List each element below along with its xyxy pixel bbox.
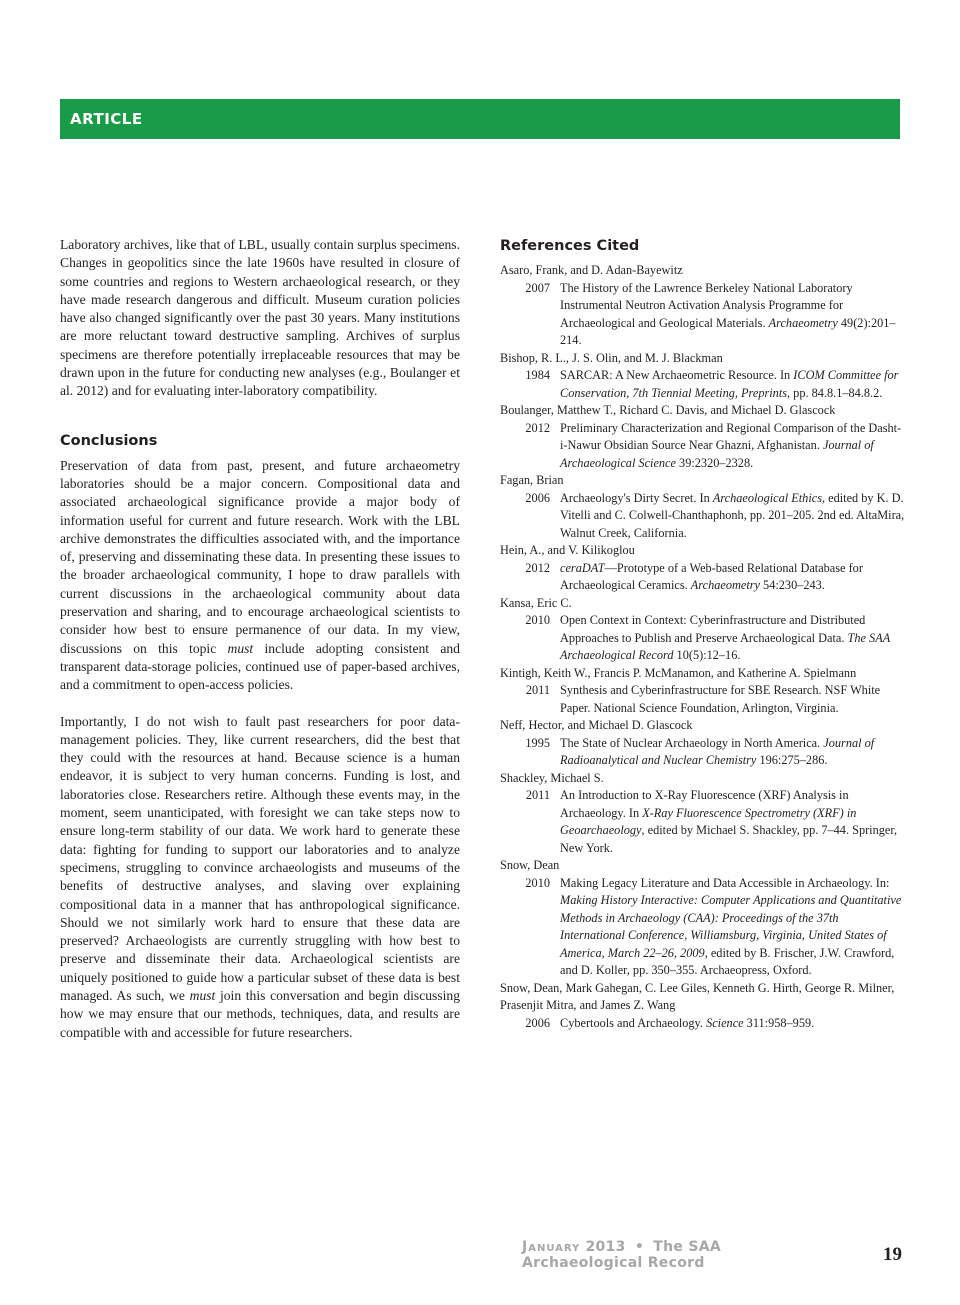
reference-text-run: Synthesis and Cyberinfrastructure for SBE Research. NSF White Paper. National Science Foundation, Arlington, Virginia. [560, 683, 881, 715]
reference-text-run: 49(2):201–214. [560, 315, 896, 347]
reference-entry [500, 402, 905, 472]
reference-author: Bishop, R. L., J. S. Olin, and M. J. Blackman [500, 350, 723, 365]
reference-author: Kansa, Eric C. [500, 595, 572, 610]
reference-text-run: X-Ray Fluorescence Spectrometry (XRF) in Geoarchaeology [560, 805, 857, 837]
reference-text-run: Science [706, 1015, 744, 1030]
reference-entry [500, 262, 905, 350]
reference-text-run: The History of the Lawrence Berkeley National Laboratory Instrumental Neutron Activation Analysis Programme for Archaeological and Geological Materials. [560, 280, 853, 330]
reference-text-run: , edited by K. D. Vitelli and C. Colwell-Chanthaphonh, pp. 201–205. 2nd ed. AltaMira, Walnut Creek, California. [560, 490, 905, 540]
reference-author: Snow, Dean, Mark Gahegan, C. Lee Giles, Kenneth G. Hirth, George R. Milner, Prasenjit Mitra, and James Z. Wang [500, 980, 895, 1012]
page-number: 19 [883, 1244, 902, 1265]
article-banner [60, 99, 900, 139]
reference-author: Hein, A., and V. Kilikoglou [500, 543, 635, 557]
footer-month: January [522, 1239, 581, 1255]
reference-text-run: Making History Interactive: Computer Applications and Quantitative Methods in Archaeology (CAA): Proceedings of the 37th International Conference, Williamsburg, Virginia, United States of America, March 22–26, 2009 [560, 893, 902, 960]
reference-citation [550, 420, 905, 473]
reference-citation [550, 280, 905, 350]
reference-text-run: , pp. 84.8.1–84.8.2. [787, 385, 883, 400]
paragraph-text-run: Preservation of data from past, present, and future archaeometry laboratories should be a major concern. Compositional data and associated archaeological significance provide a major body of information useful for current and future research. Work with the LBL archive demonstrates the difficulties associated with, and the importance of, preserving and disseminating these data. In presenting these issues to the broader archaeological community, I hope to draw parallels with current discussions in the archaeological community about data preservation and sharing, and to encourage archaeological scientists to consider how best to ensure permanence of our data. In my view, discussions on this topic [60, 457, 460, 656]
reference-body [500, 612, 905, 665]
reference-text-run: 196:275–286. [756, 753, 828, 767]
reference-text-run: Making Legacy Literature and Data Accessible in Archaeology. In: [560, 875, 890, 890]
reference-entry [500, 770, 905, 858]
right-column [500, 236, 905, 1032]
conclusions-heading: Conclusions [60, 432, 158, 449]
reference-body [500, 682, 905, 717]
reference-text-run: 10(5):12–16. [673, 648, 741, 662]
reference-author: Asaro, Frank, and D. Adan-Bayewitz [500, 263, 683, 277]
reference-entry [500, 980, 905, 1033]
reference-text-run: 311:958–959. [743, 1015, 815, 1030]
paragraph-text-run: must [227, 640, 254, 656]
reference-text-run: The State of Nuclear Archaeology in North America. [560, 735, 824, 750]
reference-body [500, 280, 905, 350]
reference-citation [550, 490, 905, 543]
paragraph-text-run: Importantly, I do not wish to fault past researchers for poor data-management policies. They, like current researchers, did the best that they could with the resources at hand. Because science is a human endeavor, it is subject to very human concerns. Funding is lost, and laboratories close. Researchers retire. Although these events may, in the moment, seem unanticipated, with foresight we can take steps now to ensure long-term stability of our data. We work hard to generate these data: fighting for funding to support our laboratories and to analyze specimens, struggling to convince archaeologists and museums of the benefits of destructive analyses, and slaving over explaining compositional data in a manner that has anthropological significance. Should we not similarly work hard to ensure that these data are preserved? Archaeologists are currently struggling with how best to preserve and disseminate their data. Archaeological scientists are uniquely positioned to guide how a particular subset of these data is best managed. As such, we [60, 713, 460, 1003]
reference-text-run: SARCAR: A New Archaeometric Resource. In [560, 368, 794, 382]
body-paragraph-3 [60, 713, 460, 1042]
reference-entry [500, 665, 905, 718]
reference-text-run: Open Context in Context: Cyberinfrastructure and Distributed Approaches to Publish and Preserve Archaeological Data. [560, 613, 866, 645]
reference-year: 2010 [525, 875, 550, 890]
reference-entry [500, 857, 905, 980]
paragraph-text-run: must [189, 987, 216, 1003]
paragraph-text-run: join this conversation and begin discussing how we may ensure that our methods, techniques, data, and results are compatible with and accessible for future researchers. [60, 987, 460, 1040]
reference-citation [550, 787, 905, 857]
reference-entry [500, 350, 905, 403]
reference-body [500, 560, 905, 595]
references-heading: References Cited [500, 238, 640, 254]
reference-body [500, 787, 905, 857]
reference-text-run: 54:230–243. [759, 578, 825, 592]
reference-list [500, 262, 905, 1032]
reference-year: 2006 [525, 490, 550, 505]
reference-year: 2011 [525, 683, 550, 697]
reference-text-run: Journal of Radioanalytical and Nuclear Chemistry [560, 735, 875, 767]
body-paragraph-2 [60, 457, 460, 695]
reference-year: 2012 [525, 560, 550, 575]
reference-body [500, 420, 905, 473]
reference-year: 2011 [525, 788, 550, 802]
paragraph-text-run: include adopting consistent and transparent data-storage policies, continued use of paper-based archives, and a commitment to open-access policies. [60, 640, 460, 693]
section-label: ARTICLE [70, 110, 143, 128]
reference-text-run: Archaeometry [768, 315, 838, 330]
reference-citation [550, 367, 905, 402]
reference-year: 2006 [525, 1015, 550, 1030]
footer-separator: • [634, 1239, 645, 1255]
reference-citation [550, 560, 905, 595]
reference-text-run: 39:2320–2328. [675, 455, 754, 470]
reference-year: 2007 [525, 280, 550, 295]
reference-text-run: Journal of Archaeological Science [560, 438, 874, 470]
reference-citation [550, 1015, 905, 1033]
reference-text-run: Cybertools and Archaeology. [560, 1015, 707, 1030]
reference-body [500, 735, 905, 770]
reference-year: 2012 [525, 420, 550, 435]
reference-entry [500, 472, 905, 542]
body-paragraph-1 [60, 236, 460, 401]
reference-text-run: Preliminary Characterization and Regional Comparison of the Dasht-i-Nawur Obsidian Source Near Ghazni, Afghanistan. [560, 420, 902, 452]
footer-journal-line [522, 1239, 843, 1271]
reference-body [500, 875, 905, 980]
reference-author: Boulanger, Matthew T., Richard C. Davis, and Michael D. Glascock [500, 403, 836, 417]
reference-text-run: Archaeometry [690, 578, 760, 592]
reference-author: Fagan, Brian [500, 473, 564, 487]
reference-text-run: The SAA Archaeological Record [560, 630, 890, 662]
page-footer [522, 1239, 902, 1271]
reference-author: Snow, Dean [500, 858, 560, 872]
reference-body [500, 1015, 905, 1033]
reference-author: Kintigh, Keith W., Francis P. McManamon, and Katherine A. Spielmann [500, 665, 857, 680]
paragraph-text-run: Laboratory archives, like that of LBL, usually contain surplus specimens. Changes in geopolitics since the late 1960s have resulted in closure of some countries and regions to Western archaeological research, or they have made research dangerous and difficult. Museum curation policies have also changed significantly over the past 30 years. Many institutions are more reluctant toward destructive sampling. Archives of surplus specimens are therefore potentially irreplaceable resources that may be drawn upon in the future for conducting new analyses (e.g., Boulanger et al. 2012) and for evaluating inter-laboratory compatibility. [60, 237, 460, 399]
reference-body [500, 490, 905, 543]
reference-body [500, 367, 905, 402]
reference-text-run: , edited by B. Frischer, J.W. Crawford, and D. Koller, pp. 350–355. Archaeopress, Oxford. [560, 945, 895, 977]
reference-text-run: Archaeology's Dirty Secret. In [560, 490, 713, 505]
reference-year: 1995 [525, 735, 550, 750]
reference-citation [550, 682, 905, 717]
reference-text-run: , edited by Michael S. Shackley, pp. 7–44. Springer, New York. [560, 823, 898, 855]
reference-text-run: ceraDAT [560, 560, 605, 575]
footer-year: 2013 [585, 1239, 626, 1255]
reference-author: Shackley, Michael S. [500, 770, 604, 785]
reference-author: Neff, Hector, and Michael D. Glascock [500, 718, 693, 732]
reference-citation [550, 612, 905, 665]
reference-year: 2010 [525, 613, 550, 627]
reference-text-run: —Prototype of a Web-based Relational Database for Archaeological Ceramics. [560, 560, 863, 592]
reference-text-run: An Introduction to X-Ray Fluorescence (XRF) Analysis in Archaeology. In [560, 788, 849, 820]
reference-entry [500, 717, 905, 770]
left-column [60, 236, 460, 1042]
reference-year: 1984 [525, 368, 550, 382]
reference-citation [550, 735, 905, 770]
reference-citation [550, 875, 905, 980]
reference-text-run: Archaeological Ethics [712, 490, 822, 505]
reference-text-run: ICOM Committee for Conservation, 7th Tiennial Meeting, Preprints [560, 368, 899, 400]
footer-journal-name: The SAA Archaeological Record [522, 1239, 721, 1271]
reference-entry [500, 595, 905, 665]
reference-entry [500, 542, 905, 595]
